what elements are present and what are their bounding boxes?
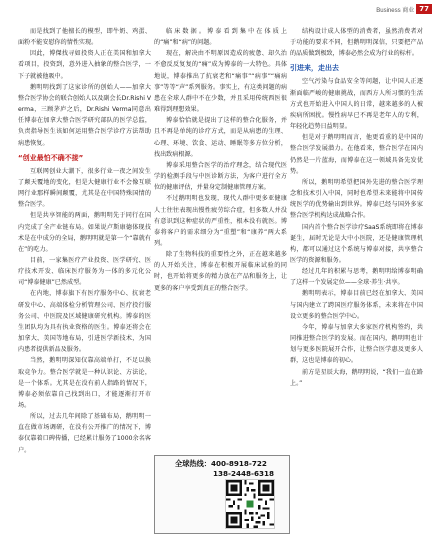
- paragraph: 博泰恰恰就是提出了这样的整合化服务，并且不再是单纯的诊疗方式，而是从病患的生理、心理、环境、饮食、运动、睡眠等多方位分析，找出致病根源。: [154, 117, 287, 158]
- paragraph: 所以，鹅明明希望把国外先进的整合医学理念和技术引入中国，同时也希望未来能将中国传统医学的优势输出到世界。博泰已经与国外多家整合医学机构达成战略合作。: [290, 178, 423, 220]
- paragraph: 结构设计成人体型的消费者，虽然消费者对于功能的要求不同，但鹅明明深信，只要把产品的品质做到极致，博泰必然会成为行业的标杆。: [290, 28, 423, 58]
- paragraph: 目前，一家集医疗产业投资、医学研究、医疗技术开发、临床医疗服务为一体的多元化公司“博泰健康”已然成型。: [18, 256, 151, 287]
- paragraph: 所以，过去几年间除了基础布局，鹅明明一直在做市场调研，在没有公开推广的情况下，博泰仅靠着口碑传播，已经累计服务了1000余名客户。: [18, 413, 151, 454]
- column-left: [18, 26, 151, 456]
- column-middle: [154, 26, 287, 294]
- paragraph: 经过几年的积累与思考，鹅明明给博泰明确了这样一个发展定位——全球·养生·共享。: [290, 268, 423, 287]
- paragraph: 空气污染与食品安全等问题，让中国人正逐渐面临严峻的健康挑战，而西方人所习惯的生活方式也开始进入中国人的日常，越来越多的人被疾病所困扰。慢性病早已不再是老年人的专利，年轻化趋势日益明显。: [290, 78, 423, 131]
- paragraph: 在内地，博泰旗下有医疗服务中心、抗衰老研发中心、高端体检分析管理公司、医疗投行服务公司、中医院及区域健康研究机构。博泰的医生团队均为具有执业资格的医生。博泰还将会在加拿大、美国等地布局，引进医学新技术，为国内患者提供新品及服务。: [18, 290, 151, 354]
- paragraph: 而是找到了他擅长的模型，即牛奶、鸡蛋、面粉不能安慰你的情性实现。: [18, 28, 151, 47]
- section-subheading: “创业最怕不确不接”: [18, 153, 84, 162]
- paragraph: 今年，博泰与加拿大多家医疗机构签约，共同推进整合医学的发展。而在国内，鹅明明也计划与更多医院展开合作，让整合医学惠及更多人群，这也是博泰的初心。: [290, 323, 423, 365]
- paragraph: 国内首个整合医学诊疗SaaS系统即将在博泰诞生，届时无论是大中小医院，还是健康管理机构，都可以通过这个系统与博泰对接，共享整合医学的资源和服务。: [290, 223, 423, 264]
- page-number: 77: [416, 4, 432, 14]
- section-subheading: 引进来，走出去: [290, 64, 339, 73]
- paragraph: 但是共享智能的两面，鹅明明先于同行在国内完成了全产业链布局。如果说卢斯康德体现技术是在中成分的全局，鹅明明就是第一个“靠就有在”的吃力。: [18, 212, 151, 253]
- paragraph: 临床数据。博泰看到集中在体质上的“痛”和“病”的问题。: [154, 28, 287, 47]
- qr-code-icon: [225, 479, 275, 529]
- section-label: Business 商业: [376, 7, 415, 14]
- hotline-ad-box: [154, 455, 290, 534]
- paragraph: 不过鹅明明也发现，现代人群中更多亚健康人士往往表现出慢性疲劳综合症，但多数人并没有意识到这种症状的严重性，根本没有就医。博泰将客户的需求细分为“重塑”和“康养”两大系列。: [154, 195, 287, 247]
- page-header: [376, 2, 432, 16]
- paragraph: 因此，博傑找寻如投资人正在美国和加拿大看项目，投资到，意外进入抽象的整合医学，一下子就被他吸中。: [18, 50, 151, 80]
- paragraph: 博泰采用整合医学的治疗理念，结合现代医学的检测手段与中医诊断方法，为客户进行全方位的健康评估，并量身定制健康管理方案。: [154, 161, 287, 192]
- paragraph: 鹅明明表示，博泰目前已经在加拿大、美国与国内建立了跨国医疗服务体系，未来将在中国设立更多的整合医学中心。: [290, 290, 423, 320]
- paragraph: 鹅明明找到了这家诊所的创始人——加拿大整合医学协会的联合创始人以及副会长Dr.Rishi Verma，三顾茅庐之后，Dr.Rishi Verma同意出任博泰在加拿大整合医学研究部队的医学总监，负责指导医生该如何运用整合医学诊疗方法帮助病患恢复。: [18, 83, 151, 147]
- paragraph: 但是对于鹅明明而言，他更看重的是中国的整合医学发展潜力。在他看来，整合医学在国内仍然是一片蓝海，而博泰在这一领域具备先发优势。: [290, 134, 423, 175]
- paragraph: 除了生物科技的重要性之外，正在越来越多的人开始关注，博泰在积极开展临床试验的同时，也开始将更多的精力放在产品和服务上，让更多的客户享受到真正的整合医学。: [154, 251, 287, 292]
- hotline-text: 全球热线：400-8918-722: [175, 459, 267, 468]
- paragraph: 前方是星辰大海，鹅明明说，“我们一直在路上。”: [290, 368, 423, 387]
- column-right: [290, 26, 423, 389]
- paragraph: 互联网创业大潮下，很多行业一夜之间发生了颠天覆地的变化，但是大健康行业不会像互联网行业那样瞬间颠覆，尤其是在中国特殊国情的整合医学。: [18, 167, 151, 209]
- mobile-number: 138-2448-6318: [213, 469, 274, 478]
- paragraph: 现在，解决由不明原因造成的疲惫、却久治不愈反反复复的“痛”成为博泰的一大特色。具体地说，博泰推出了抗衰老和“痛事”“病事”“痛病事”等等“声”系列服务。事实上，有这类问题的病患在全球人群中不在少数，并且采用传统西医很难得到理想效果。: [154, 50, 287, 114]
- paragraph: 当然，鹅明明深知仅靠高端单打，不足以换取竞争力。整合医学就是一种认识论、方法论，是一个体系。尤其是在没有前人指路的情况下，博泰必须依靠自己找到出口，才能逐渐打开市场。: [18, 357, 151, 409]
